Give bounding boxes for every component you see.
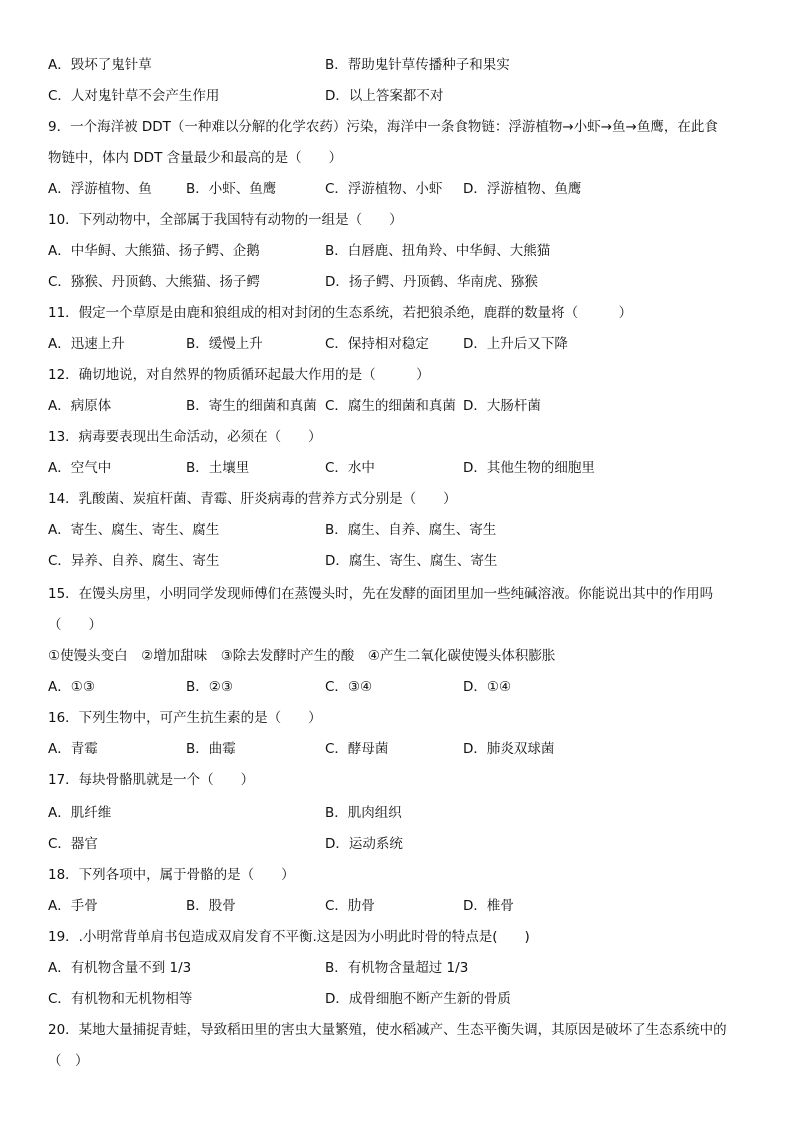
q19-options-row-1 (48, 958, 758, 978)
q11-option-b[interactable]: B．缓慢上升 (186, 336, 263, 352)
q17-option-d[interactable]: D．运动系统 (325, 836, 403, 852)
q17-option-c[interactable]: C．器官 (48, 836, 98, 852)
q10-stem: 10．下列动物中，全部属于我国特有动物的一组是（ ） (48, 212, 403, 228)
q15-stem-line-2: （ ） (48, 617, 102, 633)
q13-stem: 13．病毒要表现出生命活动，必须在（ ） (48, 429, 322, 445)
q9-option-a[interactable]: A．浮游植物、鱼 (48, 181, 152, 197)
q10-option-b[interactable]: B．白唇鹿、扭角羚、中华鲟、大熊猫 (325, 243, 551, 259)
q12-option-b[interactable]: B．寄生的细菌和真菌 (186, 398, 317, 414)
q14-option-c[interactable]: C．异养、自养、腐生、寄生 (48, 553, 220, 569)
q11-stem: 11．假定一个草原是由鹿和狼组成的相对封闭的生态系统，若把狼杀绝，鹿群的数量将（ ） (48, 305, 633, 321)
q18-options (48, 896, 758, 916)
q15-option-b[interactable]: B．②③ (186, 679, 233, 695)
q18-option-b[interactable]: B．股骨 (186, 898, 236, 914)
q11-option-c[interactable]: C．保持相对稳定 (325, 336, 429, 352)
q18-option-d[interactable]: D．椎骨 (463, 898, 514, 914)
q13-option-c[interactable]: C．水中 (325, 460, 375, 476)
q15-option-c[interactable]: C．③④ (325, 679, 373, 695)
q12-stem: 12．确切地说，对自然界的物质循环起最大作用的是（ ） (48, 367, 430, 383)
q11-option-d[interactable]: D．上升后又下降 (463, 336, 568, 352)
q14-options-row-2 (48, 551, 758, 571)
q14-options-row-1 (48, 520, 758, 540)
q14-option-b[interactable]: B．腐生、自养、腐生、寄生 (325, 522, 497, 538)
q8-option-c[interactable]: C．人对鬼针草不会产生作用 (48, 88, 220, 104)
q17-options-row-2 (48, 834, 758, 854)
q19-option-a[interactable]: A．有机物含量不到 1/3 (48, 960, 192, 976)
q19-options-row-2 (48, 989, 758, 1009)
q13-option-d[interactable]: D．其他生物的细胞里 (463, 460, 595, 476)
q12-options (48, 396, 758, 416)
q8-options-row-2 (48, 86, 758, 106)
q9-option-b[interactable]: B．小虾、鱼鹰 (186, 181, 277, 197)
q16-option-b[interactable]: B．曲霉 (186, 741, 236, 757)
q19-option-d[interactable]: D．成骨细胞不断产生新的骨质 (325, 991, 511, 1007)
q15-choices: ①使馒头变白 ②增加甜味 ③除去发酵时产生的酸 ④产生二氧化碳使馒头体积膨胀 (48, 648, 556, 664)
q10-options-row-2 (48, 272, 758, 292)
q15-option-d[interactable]: D．①④ (463, 679, 512, 695)
q15-options (48, 677, 758, 697)
q20-stem-line-2: （ ） (48, 1053, 89, 1069)
q10-option-d[interactable]: D．扬子鳄、丹顶鹤、华南虎、猕猴 (325, 274, 538, 290)
q8-option-d[interactable]: D．以上答案都不对 (325, 88, 444, 104)
q12-option-a[interactable]: A．病原体 (48, 398, 112, 414)
q17-options-row-1 (48, 803, 758, 823)
q10-option-c[interactable]: C．猕猴、丹顶鹤、大熊猫、扬子鳄 (48, 274, 260, 290)
q20-stem-line-1: 20．某地大量捕捉青蛙，导致稻田里的害虫大量繁殖，使水稻减产、生态平衡失调，其原因是破坏了生态系统中的 (48, 1022, 727, 1038)
q18-option-a[interactable]: A．手骨 (48, 898, 98, 914)
q14-option-a[interactable]: A．寄生、腐生、寄生、腐生 (48, 522, 220, 538)
q17-option-a[interactable]: A．肌纤维 (48, 805, 112, 821)
q10-options-row-1 (48, 241, 758, 261)
q11-options (48, 334, 758, 354)
q16-option-d[interactable]: D．肺炎双球菌 (463, 741, 555, 757)
q8-option-b[interactable]: B．帮助鬼针草传播种子和果实 (325, 57, 510, 73)
q16-stem: 16．下列生物中，可产生抗生素的是（ ） (48, 710, 322, 726)
q19-option-c[interactable]: C．有机物和无机物相等 (48, 991, 193, 1007)
q13-option-a[interactable]: A．空气中 (48, 460, 112, 476)
q14-stem: 14．乳酸菌、炭疽杆菌、青霉、肝炎病毒的营养方式分别是（ ） (48, 491, 457, 507)
q13-option-b[interactable]: B．土壤里 (186, 460, 250, 476)
q10-option-a[interactable]: A．中华鲟、大熊猫、扬子鳄、企鹅 (48, 243, 260, 259)
q9-option-d[interactable]: D．浮游植物、鱼鹰 (463, 181, 582, 197)
q14-option-d[interactable]: D．腐生、寄生、腐生、寄生 (325, 553, 498, 569)
q13-options (48, 458, 758, 478)
q19-option-b[interactable]: B．有机物含量超过 1/3 (325, 960, 469, 976)
q11-option-a[interactable]: A．迅速上升 (48, 336, 125, 352)
q8-option-a[interactable]: A．毁坏了鬼针草 (48, 57, 152, 73)
q17-option-b[interactable]: B．肌肉组织 (325, 805, 402, 821)
q16-option-a[interactable]: A．青霉 (48, 741, 98, 757)
q17-stem: 17．每块骨骼肌就是一个（ ） (48, 772, 255, 788)
q16-option-c[interactable]: C．酵母菌 (325, 741, 389, 757)
q8-options-row-1 (48, 55, 758, 75)
q18-option-c[interactable]: C．肋骨 (325, 898, 375, 914)
q18-stem: 18．下列各项中，属于骨骼的是（ ） (48, 867, 295, 883)
q9-stem-line-2: 物链中，体内 DDT 含量最少和最高的是（ ） (48, 150, 343, 166)
q15-stem-line-1: 15．在馒头房里，小明同学发现师傅们在蒸馒头时，先在发酵的面团里加一些纯碱溶液。你能说出其中的作用吗 (48, 586, 714, 602)
q12-option-d[interactable]: D．大肠杆菌 (463, 398, 541, 414)
q19-stem: 19．.小明常背单肩书包造成双肩发育不平衡.这是因为小明此时骨的特点是( ) (48, 929, 530, 945)
q9-stem-line-1: 9．一个海洋被 DDT（一种难以分解的化学农药）污染，海洋中一条食物链：浮游植物→小虾→鱼→鱼鹰，在此食 (48, 119, 718, 135)
q15-option-a[interactable]: A．①③ (48, 679, 95, 695)
q16-options (48, 739, 758, 759)
q12-option-c[interactable]: C．腐生的细菌和真菌 (325, 398, 456, 414)
q9-option-c[interactable]: C．浮游植物、小虾 (325, 181, 443, 197)
q9-options (48, 179, 758, 199)
